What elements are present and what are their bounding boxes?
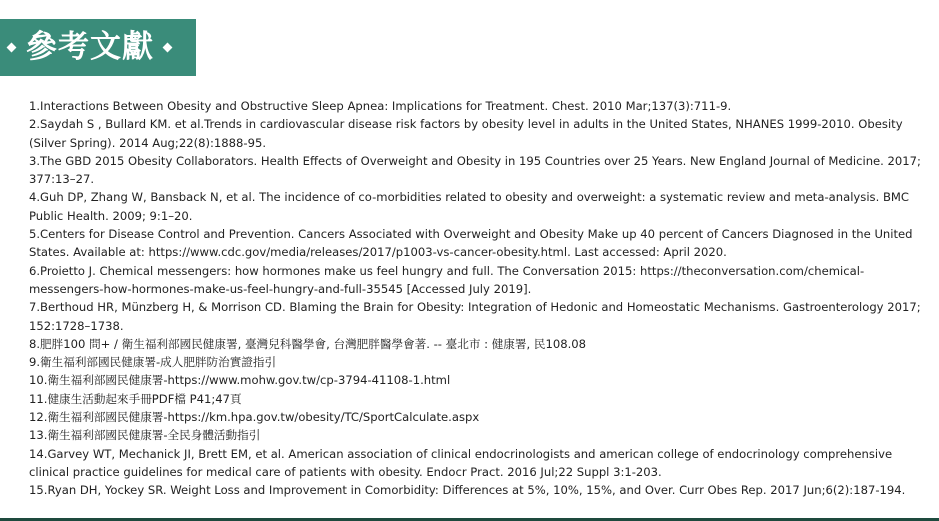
reference-item-9: 9.衛生福利部國民健康署-成人肥胖防治實證指引 (29, 355, 277, 370)
reference-item-15: 15.Ryan DH, Yockey SR. Weight Loss and Improvement in Comorbidity: Differences at 5%, 10%, 15%, and Over. Curr Obes Rep. 2017 Jun;6(2):187-194. (29, 483, 906, 498)
reference-item-10: 10.衛生福利部國民健康署-https://www.mohw.gov.tw/cp-3794-41108-1.html (29, 373, 451, 388)
reference-item-4: 4.Guh DP, Zhang W, Bansback N, et al. The incidence of co-morbidities related to obesity and overweight: a systematic review and meta-analysis. BMC Public Health. 2009; 9:1–20. (29, 190, 910, 223)
reference-item-3: 3.The GBD 2015 Obesity Collaborators. Health Effects of Overweight and Obesity in 195 Countries over 25 Years. New England Journal of Medicine. 2017; 377:13–27. (29, 153, 921, 187)
diamond-right-icon (163, 43, 173, 53)
reference-item-7: 7.Berthoud HR, Münzberg H, & Morrison CD. Blaming the Brain for Obesity: Integration of Hedonic and Homeostatic Mechanisms. Gastroenterology 2017; 152:1728–1738. (29, 300, 921, 333)
diamond-left-icon (7, 43, 17, 53)
reference-item-8: 8.肥胖100 問+ / 衛生福利部國民健康署, 臺灣兒科醫學會, 台灣肥胖醫學會著. -- 臺北市 : 健康署, 民108.08 (29, 336, 587, 351)
reference-list (29, 97, 929, 500)
reference-item-6: 6.Proietto J. Chemical messengers: how hormones make us feel hungry and full. The Conversation 2015: https://theconversation.com/chemical-messengers-how-hormones-make-us-feel-hungry-and-full-35545 [Accessed July 2019]. (29, 263, 865, 296)
reference-item-12: 12.衛生福利部國民健康署-https://km.hpa.gov.tw/obesity/TC/SportCalculate.aspx (29, 410, 480, 425)
reference-item-1: 1.Interactions Between Obesity and Obstructive Sleep Apnea: Implications for Treatment. Chest. 2010 Mar;137(3):711-9. (29, 99, 732, 113)
title-banner (0, 19, 196, 76)
reference-item-14: 14.Garvey WT, Mechanick JI, Brett EM, et al. American association of clinical endocrinologists and american college of endocrinology comprehensive clinical practice guidelines for medical care of patients with obesity. Endocr Pract. 2016 Jul;22 Suppl 3:1-203. (29, 446, 893, 479)
reference-item-2: 2.Saydah S , Bullard KM. et al.Trends in cardiovascular disease risk factors by obesity level in adults in the United States, NHANES 1999-2010. Obesity (Silver Spring). 2014 Aug;22(8):1888-95. (29, 117, 903, 150)
reference-item-5: 5.Centers for Disease Control and Prevention. Cancers Associated with Overweight and Obesity Make up 40 percent of Cancers Diagnosed in the United States. Available at: https://www.cdc.gov/media/releases/2017/p1003-vs-cancer-obesity.html. Last accessed: April 2020. (29, 227, 913, 260)
reference-item-13: 13.衛生福利部國民健康署-全民身體活動指引 (29, 428, 261, 443)
page-title: 參考文獻 (26, 29, 154, 65)
reference-item-11: 11.健康生活動起來手冊PDF檔 P41;47頁 (29, 391, 242, 406)
